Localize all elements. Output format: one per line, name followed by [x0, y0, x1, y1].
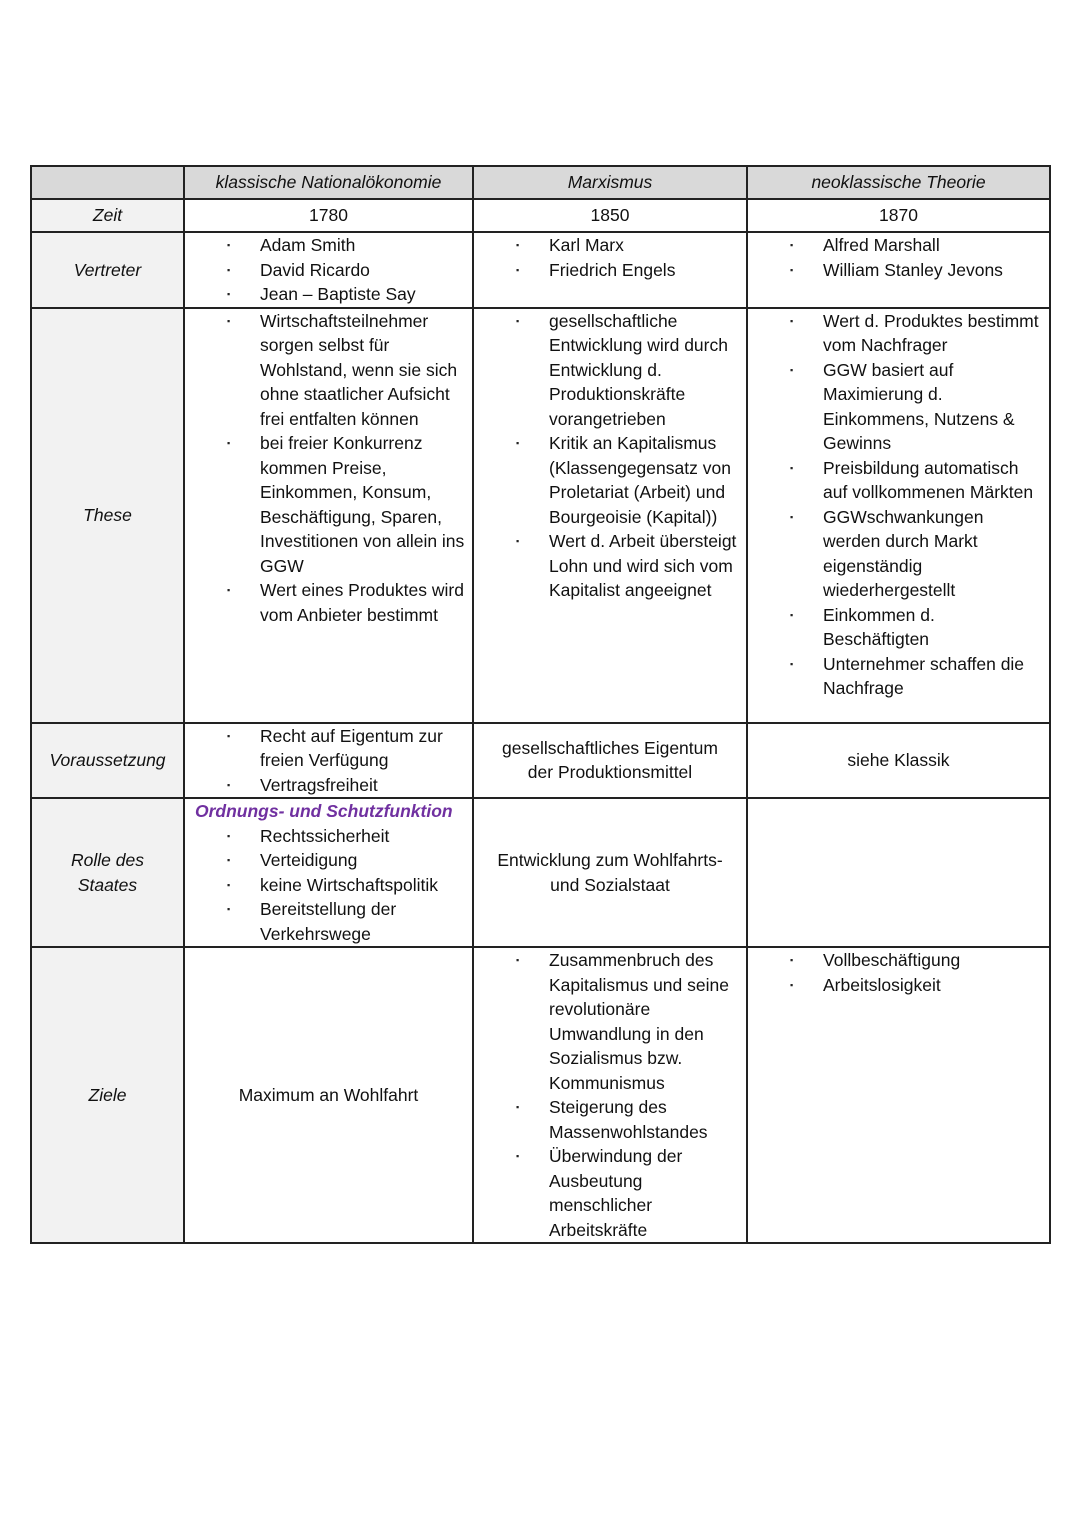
row-rolle-staat — [31, 798, 1050, 947]
label-rolle-line1: Rolle des — [71, 850, 144, 870]
ziele-neoklassik-cell — [747, 947, 1050, 1243]
vertreter-marxismus-list — [474, 233, 746, 282]
row-ziele — [31, 947, 1050, 1243]
these-neoklassik-list — [748, 309, 1049, 701]
these-klassik-cell — [184, 308, 473, 723]
list-item: ▪ gesellschaftliche Entwicklung wird durch Entwicklung d. Produktionskräfte vorangetrieben — [474, 309, 746, 432]
rolle-klassik-cell — [184, 798, 473, 947]
row-zeit — [31, 199, 1050, 232]
ziele-marxismus-list — [474, 948, 746, 1242]
list-item: ▪ Wert eines Produktes wird vom Anbieter bestimmt — [185, 578, 472, 627]
list-item: ▪ Jean – Baptiste Say — [185, 282, 472, 307]
zeit-klassik: 1780 — [184, 199, 473, 232]
list-item: ▪ Recht auf Eigentum zur freien Verfügung — [185, 724, 472, 773]
these-marxismus-cell — [473, 308, 747, 723]
rolle-marxismus: Entwicklung zum Wohlfahrts- und Sozialstaat — [473, 798, 747, 947]
ziele-neoklassik-list — [748, 948, 1049, 997]
header-marxismus: Marxismus — [473, 166, 747, 199]
list-item: ▪ Zusammenbruch des Kapitalismus und seine revolutionäre Umwandlung in den Sozialismus bzw. Kommunismus — [474, 948, 746, 1095]
row-voraussetzung — [31, 723, 1050, 799]
list-item: ▪ Vertragsfreiheit — [185, 773, 472, 798]
rolle-klassik-heading: Ordnungs- und Schutzfunktion — [195, 801, 453, 821]
list-item: ▪ Steigerung des Massenwohlstandes — [474, 1095, 746, 1144]
list-item: ▪ GGWschwankungen werden durch Markt eigenständig wiederhergestellt — [748, 505, 1049, 603]
header-row — [31, 166, 1050, 199]
label-zeit: Zeit — [31, 199, 184, 232]
comparison-table — [30, 165, 1051, 1244]
voraussetzung-klassik-list — [185, 724, 472, 798]
vertreter-klassik-cell — [184, 232, 473, 308]
list-item: ▪ William Stanley Jevons — [748, 258, 1049, 283]
these-klassik-list — [185, 309, 472, 628]
list-item: ▪ bei freier Konkurrenz kommen Preise, Einkommen, Konsum, Beschäftigung, Sparen, Investitionen von allein ins GGW — [185, 431, 472, 578]
vertreter-marxismus-cell — [473, 232, 747, 308]
zeit-neoklassik: 1870 — [747, 199, 1050, 232]
list-item: ▪ Einkommen d. Beschäftigten — [748, 603, 1049, 652]
list-item: ▪ Vollbeschäftigung — [748, 948, 1049, 973]
ziele-marxismus-cell — [473, 947, 747, 1243]
ziele-klassik: Maximum an Wohlfahrt — [184, 947, 473, 1243]
row-vertreter — [31, 232, 1050, 308]
rolle-klassik-list — [185, 824, 472, 947]
list-item: ▪ Wirtschaftsteilnehmer sorgen selbst für Wohlstand, wenn sie sich ohne staatlicher Aufsicht frei entfalten können — [185, 309, 472, 432]
voraussetzung-klassik-cell — [184, 723, 473, 799]
label-rolle-staat — [31, 798, 184, 947]
list-item: ▪ David Ricardo — [185, 258, 472, 283]
list-item: ▪ Bereitstellung der Verkehrswege — [185, 897, 472, 946]
voraussetzung-neoklassik: siehe Klassik — [747, 723, 1050, 799]
list-item: ▪ keine Wirtschaftspolitik — [185, 873, 472, 898]
vertreter-neoklassik-list — [748, 233, 1049, 282]
list-item: ▪ Rechtssicherheit — [185, 824, 472, 849]
vertreter-neoklassik-cell — [747, 232, 1050, 308]
list-item: ▪ Karl Marx — [474, 233, 746, 258]
rolle-neoklassik-empty — [747, 798, 1050, 947]
header-empty — [31, 166, 184, 199]
label-voraussetzung: Voraussetzung — [31, 723, 184, 799]
header-neoklassik: neoklassische Theorie — [747, 166, 1050, 199]
label-vertreter: Vertreter — [31, 232, 184, 308]
these-marxismus-list — [474, 309, 746, 603]
list-item: ▪ Friedrich Engels — [474, 258, 746, 283]
list-item: ▪ Verteidigung — [185, 848, 472, 873]
row-these — [31, 308, 1050, 723]
these-neoklassik-cell — [747, 308, 1050, 723]
list-item: ▪ Alfred Marshall — [748, 233, 1049, 258]
voraussetzung-marxismus: gesellschaftliches Eigentum der Produktionsmittel — [473, 723, 747, 799]
header-klassik: klassische Nationalökonomie — [184, 166, 473, 199]
list-item: ▪ Wert d. Arbeit übersteigt Lohn und wird sich vom Kapitalist angeeignet — [474, 529, 746, 603]
zeit-marxismus: 1850 — [473, 199, 747, 232]
label-ziele: Ziele — [31, 947, 184, 1243]
list-item: ▪ Wert d. Produktes bestimmt vom Nachfrager — [748, 309, 1049, 358]
list-item: ▪ Überwindung der Ausbeutung menschlicher Arbeitskräfte — [474, 1144, 746, 1242]
list-item: ▪ Unternehmer schaffen die Nachfrage — [748, 652, 1049, 701]
list-item: ▪ GGW basiert auf Maximierung d. Einkommens, Nutzens & Gewinns — [748, 358, 1049, 456]
list-item: ▪ Arbeitslosigkeit — [748, 973, 1049, 998]
list-item: ▪ Preisbildung automatisch auf vollkommenen Märkten — [748, 456, 1049, 505]
vertreter-klassik-list — [185, 233, 472, 307]
list-item: ▪ Adam Smith — [185, 233, 472, 258]
label-rolle-line2: Staates — [77, 874, 138, 895]
list-item: ▪ Kritik an Kapitalismus (Klassengegensatz von Proletariat (Arbeit) und Bourgeoisie (Kapital)) — [474, 431, 746, 529]
label-these: These — [31, 308, 184, 723]
